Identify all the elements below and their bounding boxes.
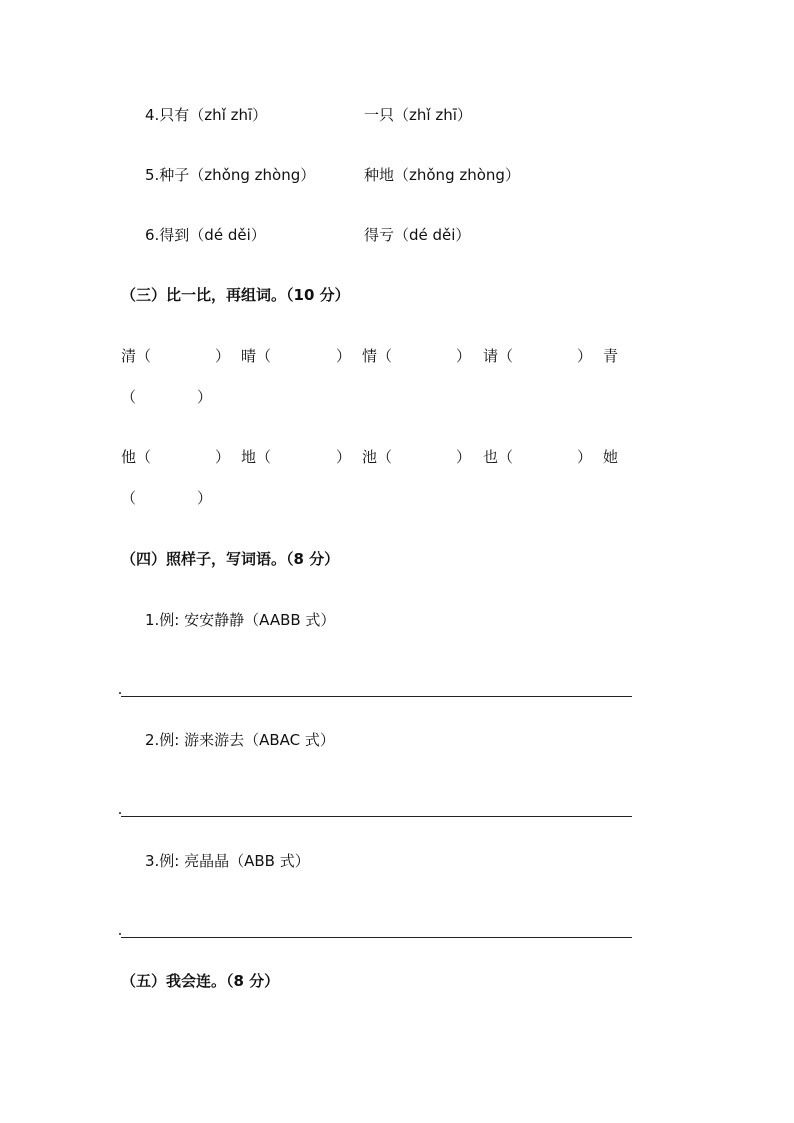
answer-line-1[interactable]	[121, 696, 632, 697]
section-5-heading: （五）我会连。（8 分）	[121, 972, 280, 990]
compare-char-qing2: 晴（	[241, 347, 272, 365]
pinyin-item-6-left: 6.得到（dé děi）	[145, 226, 266, 244]
wrap-open-paren: （	[121, 388, 137, 406]
example-item-1: 1.例: 安安静静（AABB 式）	[145, 611, 336, 629]
pinyin-item-5-right: 种地（zhǒng zhòng）	[364, 166, 520, 184]
close-paren: ）	[456, 347, 472, 365]
compare-char-ye: 也（	[483, 448, 514, 466]
compare-char-qing3: 情（	[362, 347, 393, 365]
compare-char-qing1: 清（	[121, 347, 152, 365]
pinyin-item-6-right: 得亏（dé děi）	[364, 226, 471, 244]
close-paren: ）	[456, 448, 472, 466]
compare-char-ta2: 她	[603, 448, 619, 466]
compare-char-qing5: 青	[603, 347, 619, 365]
example-item-2: 2.例: 游来游去（ABAC 式）	[145, 731, 335, 749]
answer-line-3[interactable]	[121, 937, 632, 938]
compare-char-qing4: 请（	[483, 347, 514, 365]
compare-char-ta1: 他（	[121, 448, 152, 466]
answer-line-marker	[119, 812, 121, 814]
pinyin-item-4-left: 4.只有（zhǐ zhī）	[145, 106, 268, 124]
wrap-close-paren: ）	[197, 388, 213, 406]
pinyin-item-4-right: 一只（zhǐ zhī）	[364, 106, 472, 124]
compare-char-chi: 池（	[362, 448, 393, 466]
section-3-heading: （三）比一比，再组词。（10 分）	[121, 286, 350, 304]
close-paren: ）	[577, 347, 593, 365]
section-4-heading: （四）照样子，写词语。（8 分）	[121, 550, 340, 568]
close-paren: ）	[336, 448, 352, 466]
close-paren: ）	[215, 448, 231, 466]
answer-line-marker	[119, 692, 121, 694]
wrap-open-paren: （	[121, 489, 137, 507]
pinyin-item-5-left: 5.种子（zhǒng zhòng）	[145, 166, 316, 184]
close-paren: ）	[215, 347, 231, 365]
compare-char-di: 地（	[241, 448, 272, 466]
answer-line-2[interactable]	[121, 816, 632, 817]
close-paren: ）	[577, 448, 593, 466]
wrap-close-paren: ）	[197, 489, 213, 507]
answer-line-marker	[119, 933, 121, 935]
example-item-3: 3.例: 亮晶晶（ABB 式）	[145, 852, 310, 870]
close-paren: ）	[336, 347, 352, 365]
